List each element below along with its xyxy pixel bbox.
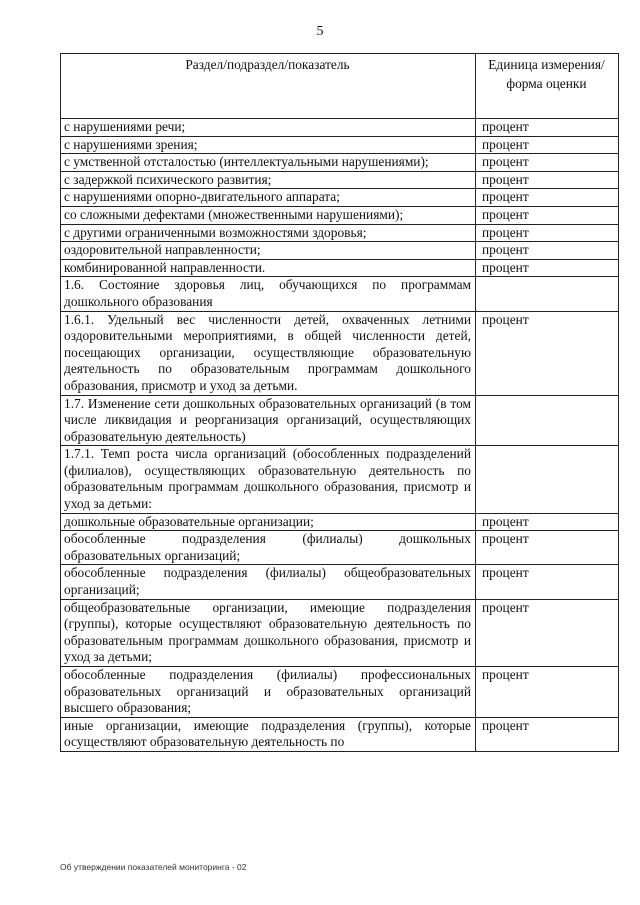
table-row [61,136,619,154]
table-row [61,277,619,311]
table-row [61,717,619,751]
table-row [61,119,619,137]
table-row [61,446,619,513]
indicator-cell: с нарушениями речи; [61,119,476,137]
indicator-cell: с нарушениями зрения; [61,136,476,154]
document-footer: Об утверждении показателей мониторинга - 02 [60,862,247,872]
table-row [61,224,619,242]
unit-cell [476,277,619,311]
indicator-cell: дошкольные образовательные организации; [61,513,476,531]
unit-cell [476,446,619,513]
table-row [61,206,619,224]
indicator-cell: оздоровительной направленности; [61,242,476,260]
indicator-cell: обособленные подразделения (филиалы) общеобразовательных организаций; [61,565,476,599]
page-number: 5 [316,24,324,39]
table-body [61,119,619,752]
indicator-cell: иные организации, имеющие подразделения (группы), которые осуществляют образовательную деятельность по [61,717,476,751]
header-indicator: Раздел/подраздел/показатель [61,54,476,119]
table-row [61,259,619,277]
unit-cell: процент [476,189,619,207]
indicator-cell: комбинированной направленности. [61,259,476,277]
table-row [61,513,619,531]
unit-cell: процент [476,119,619,137]
header-unit: Единица измерения/ форма оценки [476,54,619,119]
unit-cell: процент [476,154,619,172]
unit-cell: процент [476,599,619,666]
unit-cell: процент [476,242,619,260]
unit-cell: процент [476,171,619,189]
table-row [61,154,619,172]
unit-cell [476,395,619,446]
unit-cell: процент [476,513,619,531]
indicators-table [60,53,619,752]
indicator-cell: 1.7.1. Темп роста числа организаций (обособленных подразделений (филиалов), осуществляющих образовательную деятельность по образовательным программам дошкольного образования, присмотр и уход за детьми: [61,446,476,513]
indicator-cell: общеобразовательные организации, имеющие подразделения (группы), которые осуществляют образовательную деятельность по образовательным программам дошкольного образования, присмотр и уход за детьми; [61,599,476,666]
unit-cell: процент [476,136,619,154]
unit-cell: процент [476,531,619,565]
table-row [61,171,619,189]
table-row [61,311,619,395]
indicator-cell: обособленные подразделения (филиалы) дошкольных образовательных организаций; [61,531,476,565]
indicator-cell: 1.7. Изменение сети дошкольных образовательных организаций (в том числе ликвидация и реорганизация организаций, осуществляющих образовательную деятельность) [61,395,476,446]
table-row [61,531,619,565]
indicator-cell: 1.6.1. Удельный вес численности детей, охваченных летними оздоровительными мероприятиями, в общей численности детей, посещающих организации, осуществляющие образовательную деятельность по образовательным программам дошкольного образования, присмотр и уход за детьми. [61,311,476,395]
table-row [61,395,619,446]
table-row [61,565,619,599]
table-row [61,599,619,666]
table-row [61,242,619,260]
indicator-cell: со сложными дефектами (множественными нарушениями); [61,206,476,224]
unit-cell: процент [476,224,619,242]
unit-cell: процент [476,717,619,751]
unit-cell: процент [476,206,619,224]
table-header-row [61,54,619,119]
indicator-cell: обособленные подразделения (филиалы) профессиональных образовательных организаций и образовательных организаций высшего образования; [61,667,476,718]
indicator-cell: с нарушениями опорно-двигательного аппарата; [61,189,476,207]
unit-cell: процент [476,311,619,395]
unit-cell: процент [476,259,619,277]
table-row [61,189,619,207]
indicator-cell: 1.6. Состояние здоровья лиц, обучающихся по программам дошкольного образования [61,277,476,311]
indicator-cell: с задержкой психического развития; [61,171,476,189]
unit-cell: процент [476,667,619,718]
indicator-cell: с другими ограниченными возможностями здоровья; [61,224,476,242]
table-row [61,667,619,718]
unit-cell: процент [476,565,619,599]
indicator-cell: с умственной отсталостью (интеллектуальными нарушениями); [61,154,476,172]
